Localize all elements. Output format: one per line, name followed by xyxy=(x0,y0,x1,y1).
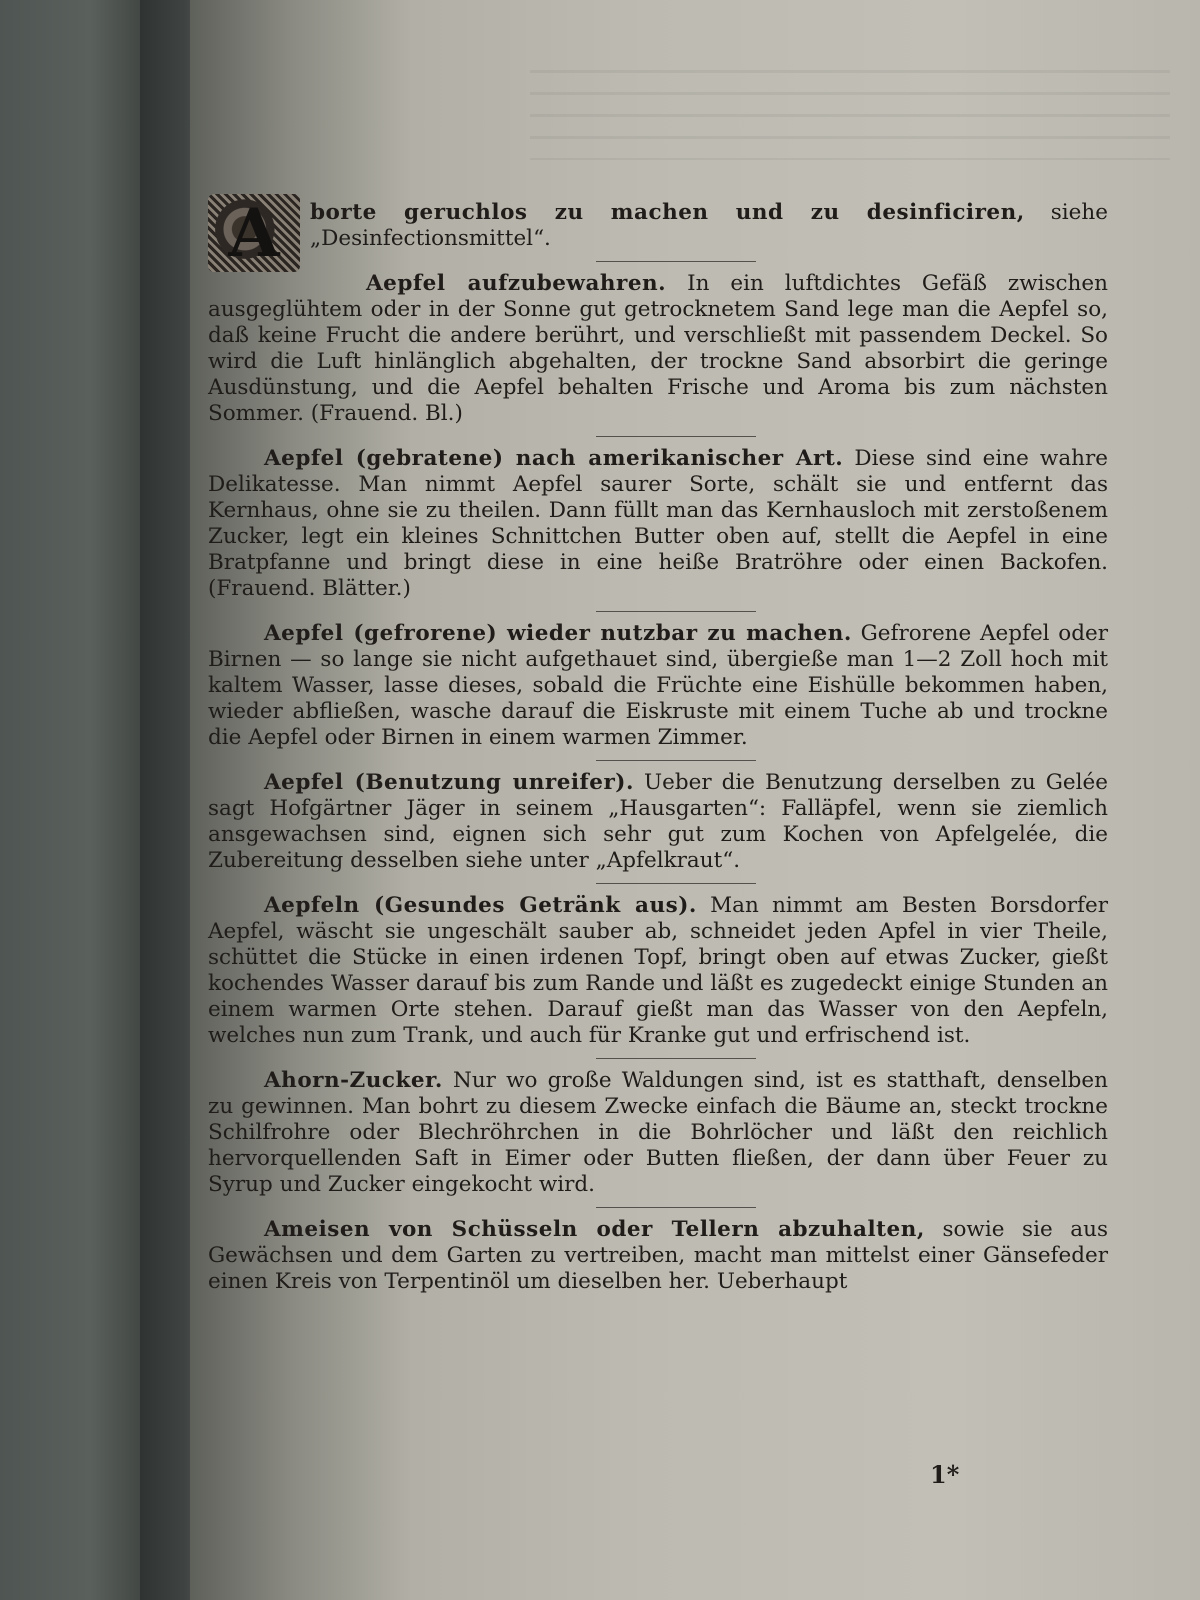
entry-heading: Aepfeln (Gesundes Getränk aus). xyxy=(264,893,697,918)
entry-body: Ueber die Benutzung derselben zu Gelée sagt Hofgärtner Jäger in seinem „Hausgarten“: Falläpfel, wenn sie ziemlich ansgewachsen sind, eignen sich sehr gut zum Kochen von Apfelgelée, die Zubereitung desselben siehe unter „Apfelkraut“. xyxy=(208,770,1108,873)
entry-aepfel-gebraten xyxy=(208,446,1108,602)
entry-body: Nur wo große Waldungen sind, ist es statthaft, denselben zu gewinnen. Man bohrt zu diesem Zwecke einfach die Bäume an, steckt trockne Schilfrohre oder Blechröhrchen in die Bohrlöcher und läßt den reichlich hervorquellenden Saft in Eimer oder Butten fließen, der dann über Feuer zu Syrup und Zucker eingekocht wird. xyxy=(208,1068,1108,1197)
entry-heading: Ameisen von Schüsseln oder Tellern abzuhalten, xyxy=(264,1217,925,1242)
entry-aepfel-aufbewahren xyxy=(208,271,1108,427)
page-text xyxy=(208,194,1108,1295)
entry-separator xyxy=(596,1058,756,1059)
entry-body: Man nimmt am Besten Borsdorfer Aepfel, wäscht sie ungeschält sauber ab, schneidet jeden Apfel in vier Theile, schüttet die Stücke in einen irdenen Topf, bringt oben auf etwas Zucker, gießt kochendes Wasser darauf bis zum Rande und läßt es zugedeckt einige Stunden an einem warmen Orte stehen. Darauf gießt man das Wasser von den Aepfeln, welches nun zum Trank, und auch für Kranke gut und erfrischend ist. xyxy=(208,893,1108,1048)
entry-ahorn-zucker xyxy=(208,1068,1108,1198)
entry-aepfel-unreif xyxy=(208,770,1108,874)
bleed-through-text xyxy=(530,70,1170,160)
entry-separator xyxy=(596,1207,756,1208)
entry-separator xyxy=(596,261,756,262)
entry-ameisen xyxy=(208,1217,1108,1295)
entry-body: In ein luftdichtes Gefäß zwischen ausgeglühtem oder in der Sonne gut getrocknetem Sand lege man die Aepfel so, daß keine Frucht die andere berührt, und verschließt mit passendem Deckel. So wird die Luft hinlänglich abgehalten, der trockne Sand absorbirt die geringe Ausdünstung, und die Aepfel behalten Frische und Aroma bis zum nächsten Sommer. (Frauend. Bl.) xyxy=(208,271,1108,426)
entry-body: Diese sind eine wahre Delikatesse. Man nimmt Aepfel saurer Sorte, schält sie und entfernt das Kernhaus, ohne sie zu theilen. Dann füllt man das Kernhausloch mit zerstoßenem Zucker, legt ein kleines Schnittchen Butter oben auf, stellt die Aepfel in eine Bratpfanne und bringt diese in eine heiße Bratröhre oder einen Backofen. (Frauend. Blätter.) xyxy=(208,446,1108,601)
entry-heading: Aepfel (gebratene) nach amerikanischer Art. xyxy=(264,446,844,471)
entry-heading: Aepfel (gefrorene) wieder nutzbar zu machen. xyxy=(264,621,852,646)
entry-separator xyxy=(596,611,756,612)
entry-body: sowie sie aus Gewächsen und dem Garten zu vertreiben, macht man mittelst einer Gänsefeder einen Kreis von Terpentinöl um dieselben her. Ueberhaupt xyxy=(208,1217,1108,1294)
entry-heading: borte geruchlos zu machen und zu desinficiren, xyxy=(310,200,1025,225)
book-cover xyxy=(0,0,150,1600)
entry-heading: Aepfel (Benutzung unreifer). xyxy=(264,770,634,795)
entry-aborte xyxy=(208,194,1108,272)
entry-aepfel-gefroren xyxy=(208,621,1108,751)
decorated-initial: A xyxy=(208,194,300,272)
entry-heading: Ahorn-Zucker. xyxy=(264,1068,443,1093)
entry-heading: Aepfel aufzubewahren. xyxy=(366,271,667,296)
entry-aepfel-getraenk xyxy=(208,893,1108,1049)
book-page xyxy=(190,0,1200,1600)
entry-separator xyxy=(596,760,756,761)
entry-body: siehe „Desinfectionsmittel“. xyxy=(310,200,1108,251)
page-number: 1* xyxy=(930,1460,960,1489)
entry-separator xyxy=(596,883,756,884)
entry-separator xyxy=(596,436,756,437)
entry-body: Gefrorene Aepfel oder Birnen — so lange sie nicht aufgethauet sind, übergieße man 1—2 Zoll hoch mit kaltem Wasser, lasse dieses, sobald die Früchte eine Eishülle bekommen haben, wieder abfließen, wasche darauf die Eiskruste mit einem Tuche ab und trockne die Aepfel oder Birnen in einem warmen Zimmer. xyxy=(208,621,1108,750)
